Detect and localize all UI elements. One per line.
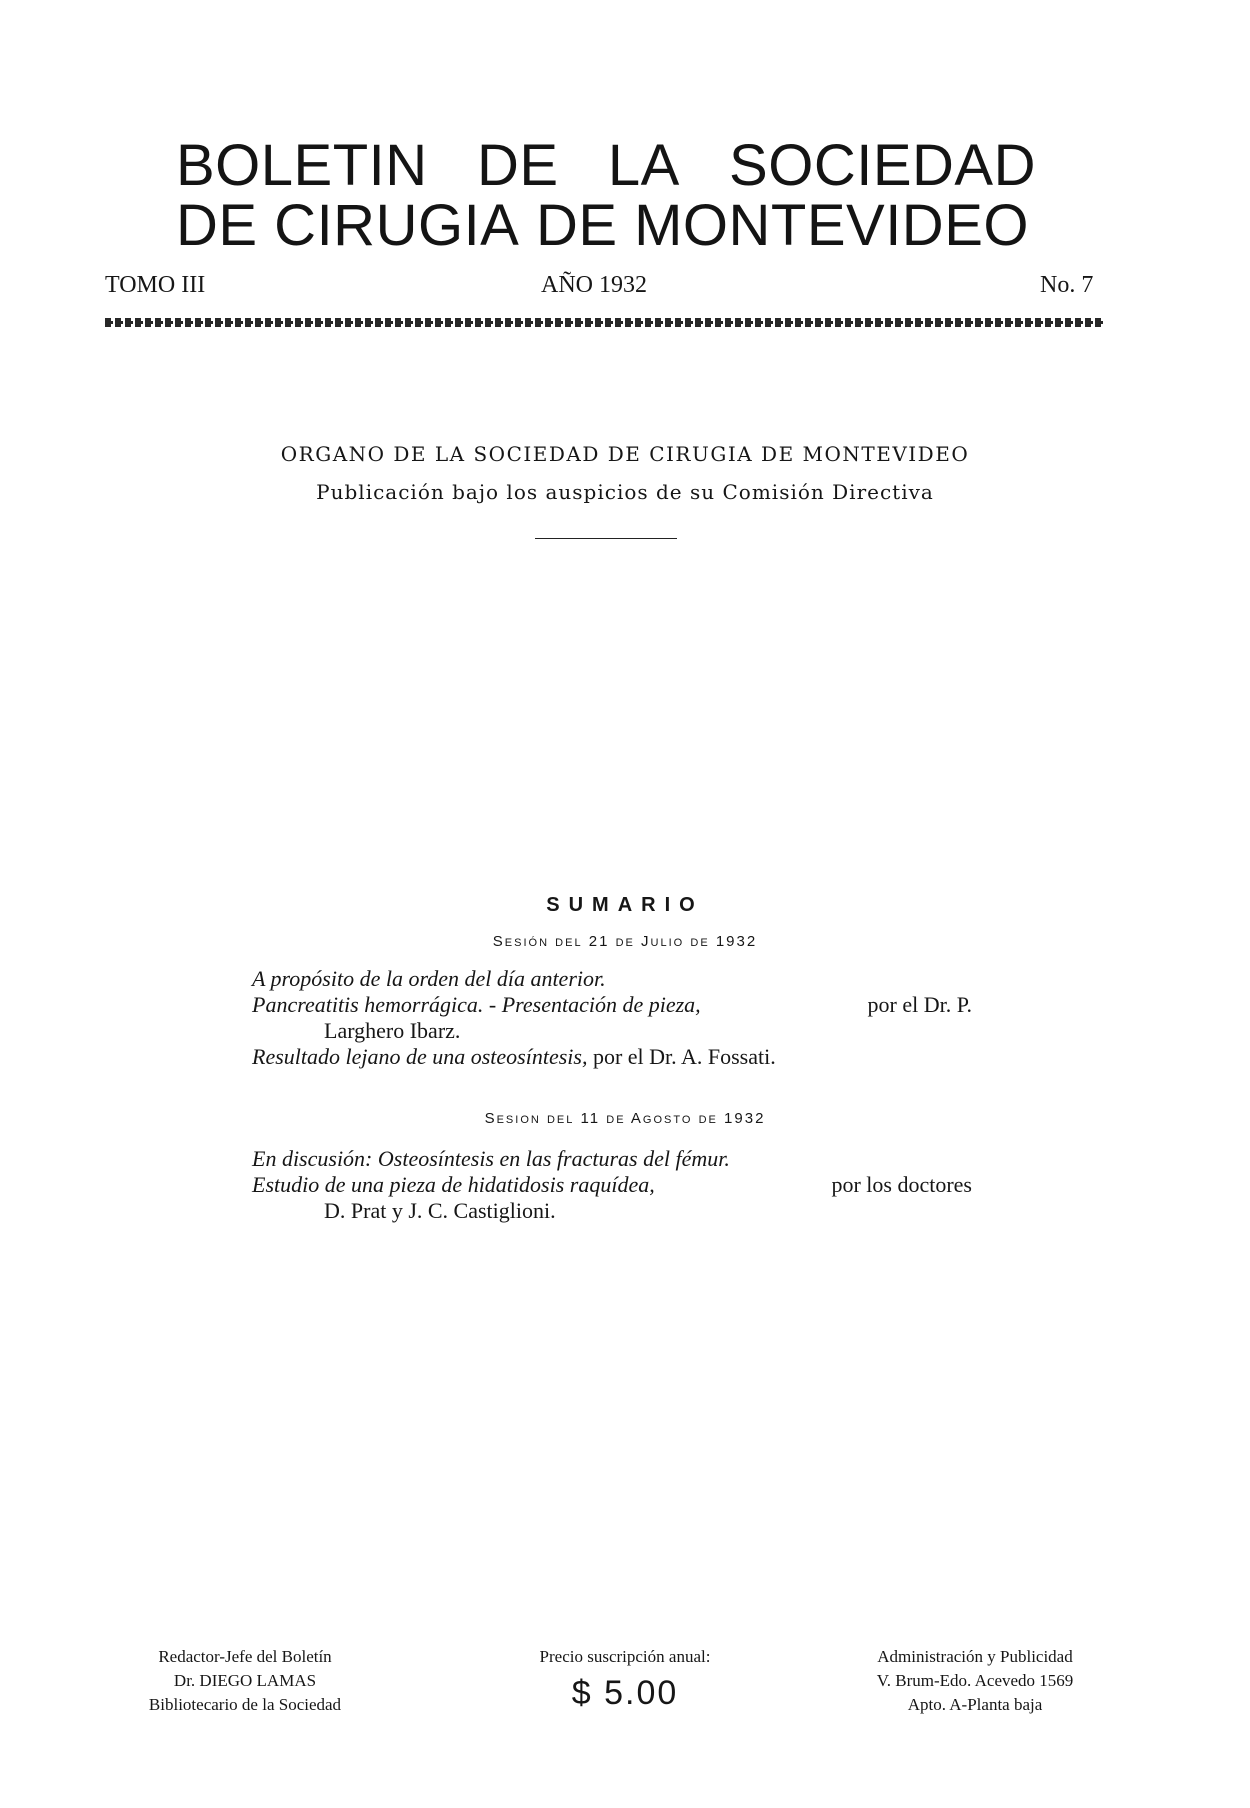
title-word: DE <box>476 133 559 198</box>
issue-number: No. 7 <box>1040 272 1094 298</box>
price-block <box>490 1645 760 1717</box>
summary-entry <box>252 1146 972 1172</box>
summary-heading: SUMARIO <box>546 894 704 916</box>
journal-title <box>176 133 1036 258</box>
divider <box>535 538 677 539</box>
title-word: DE <box>535 193 618 258</box>
editor-block <box>110 1645 380 1717</box>
editor-role: Redactor-Jefe del Boletín <box>158 1647 332 1666</box>
entry-author: por el Dr. A. Fossati. <box>592 1044 776 1069</box>
organ-line: ORGANO DE LA SOCIEDAD DE CIRUGIA DE MONTEVIDEO <box>280 442 970 466</box>
title-word: MONTEVIDEO <box>634 193 1029 258</box>
summary-entry <box>252 1172 972 1198</box>
entry-title: A propósito de la orden del día anterior. <box>252 966 606 991</box>
session-title-2: Sesion del 11 de Agosto de 1932 <box>484 1110 766 1127</box>
session-title-1: Sesión del 21 de Julio de 1932 <box>492 933 758 950</box>
session-entries-2 <box>252 1146 972 1224</box>
entry-author: por los doctores <box>831 1172 972 1197</box>
admin-heading: Administración y Publicidad <box>877 1647 1073 1666</box>
admin-address: V. Brum-Edo. Acevedo 1569 <box>876 1671 1074 1690</box>
entry-title: Pancreatitis hemorrágica. - Presentación de pieza, <box>252 992 701 1017</box>
entry-author: por el Dr. P. <box>867 992 972 1017</box>
title-word: BOLETIN <box>176 133 428 198</box>
editor-title: Bibliotecario de la Sociedad <box>148 1695 342 1714</box>
admin-apartment: Apto. A-Planta baja <box>907 1695 1043 1714</box>
price-label: Precio suscripción anual: <box>539 1647 711 1666</box>
summary-entry <box>252 966 972 992</box>
entry-continuation: Larghero Ibarz. <box>324 1018 461 1043</box>
entry-title: Resultado lejano de una osteosíntesis, <box>252 1044 588 1069</box>
entry-continuation: D. Prat y J. C. Castiglioni. <box>324 1198 556 1223</box>
session-entries-1 <box>252 966 972 1070</box>
tomo-label: TOMO III <box>105 272 206 298</box>
title-word: LA <box>607 133 680 198</box>
editor-name: Dr. DIEGO LAMAS <box>173 1671 317 1690</box>
year-label: AÑO 1932 <box>541 272 647 298</box>
decorative-rule <box>105 318 1105 327</box>
title-word: DE CIRUGIA <box>176 193 520 258</box>
entry-title: Estudio de una pieza de hidatidosis raquídea, <box>252 1172 655 1197</box>
summary-entry <box>252 992 972 1018</box>
entry-title: En discusión: Osteosíntesis en las fracturas del fémur. <box>252 1146 730 1171</box>
administration-block <box>830 1645 1120 1717</box>
publication-line: Publicación bajo los auspicios de su Comisión Directiva <box>316 480 934 504</box>
title-word: SOCIEDAD <box>729 133 1036 198</box>
summary-entry <box>252 1044 972 1070</box>
price-value: $ 5.00 <box>571 1674 679 1712</box>
